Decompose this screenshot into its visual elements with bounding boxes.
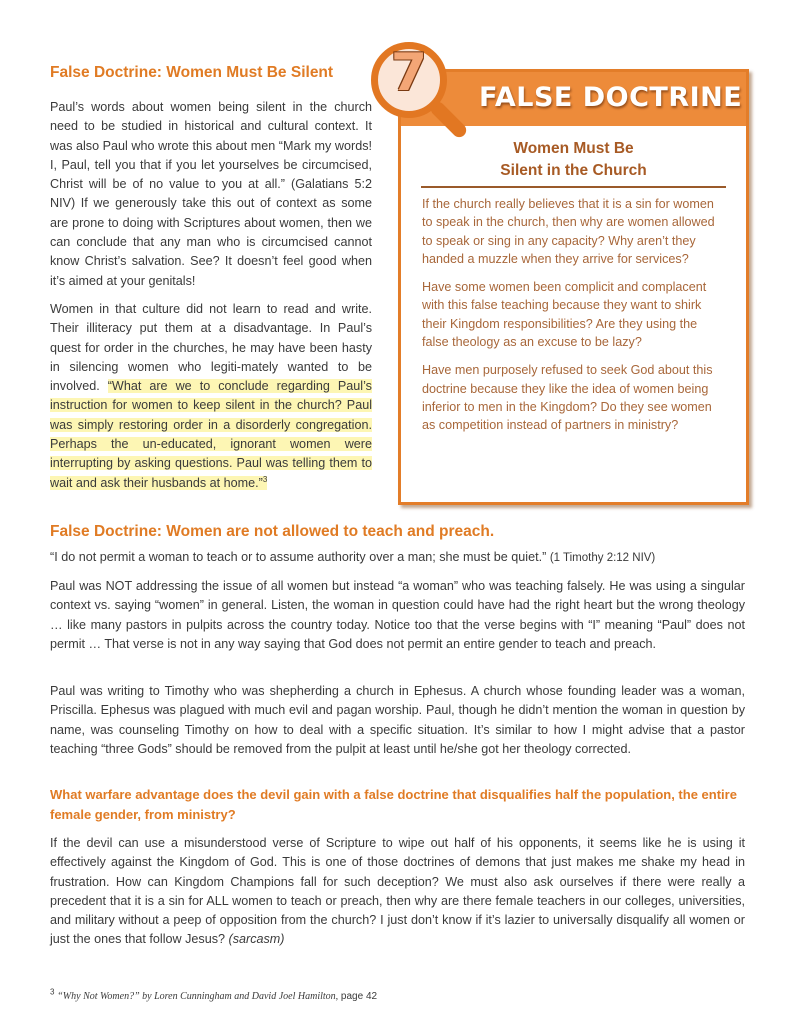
footnote xyxy=(50,987,378,1002)
left-column xyxy=(50,64,372,502)
magnifying-glass-icon xyxy=(371,42,461,142)
footnote-page: page 42 xyxy=(338,991,378,1002)
paragraph-ephesus: Paul was writing to Timothy who was shepherding a church in Ephesus. A church whose founding leader was a woman, Priscilla. Ephesus was plagued with much evil and pagan worship. Paul, though he didn’t mention the woman in question by name, was counseling Timothy on how to deal with a specific situation. It’s similar to how I might advise that a pastor teaching “three Gods” should be removed from the pulpit at least until he/she got her theology corrected. xyxy=(50,684,745,756)
paragraph-text: If the devil can use a misunderstood verse of Scripture to wipe out half of his opponents, it seems like he is using it effectively against the Kingdom of God. This is one of those doctrines of demons that just makes me shake my head in frustration. How can Kingdom Champions fall for such deception? We must also ask ourselves if there were really a precedent that it is a sin for ALL women to teach or preach, then why are there female teachers in our colleges, universities, and military without a peep of opposition from the church? I just don’t know if it’s lazier to universally disqualify all women or just the ones that follow Jesus? xyxy=(50,836,745,947)
paragraph-block xyxy=(50,577,745,654)
scripture-quote xyxy=(50,548,745,568)
sarcasm-note: (sarcasm) xyxy=(228,932,285,947)
paragraph-block xyxy=(50,682,745,759)
callout-divider xyxy=(421,186,726,188)
section-heading-women-silent: False Doctrine: Women Must Be Silent xyxy=(50,64,334,81)
section-heading-teach-preach: False Doctrine: Women are not allowed to teach and preach. xyxy=(50,523,495,540)
section-teach-preach xyxy=(50,523,745,541)
scripture-quote-block xyxy=(50,548,745,568)
paragraph-devil-advantage xyxy=(50,834,745,950)
scripture-quote-text: “I do not permit a woman to teach or to assume authority over a man; she must be quiet.” xyxy=(50,550,547,564)
section-heading-warfare: What warfare advantage does the devil gain with a false doctrine that disqualifies half the population, the entire female gender, from ministry? xyxy=(50,787,737,822)
footnote-number: 3 xyxy=(50,987,55,997)
paragraph-illiteracy xyxy=(50,300,372,493)
callout-question: Have some women been complicit and complacent with this false teaching because they want to shirk their Kingdom responsibilities? Are they using the false theology as an excuse to be lazy? xyxy=(422,280,707,350)
paragraph-text: Women in that culture did not learn to read and write. Their illiteracy put them at a disadvantage. In Paul’s quest for order in the churches, he may have been hasty in silencing women who legiti-mately wanted to be involved. xyxy=(50,301,372,394)
paragraph-singular-woman: Paul was NOT addressing the issue of all women but instead “a woman” who was teaching falsely. He was using a singular context vs. saying “women” in general. Listen, the woman in question could have had the right heart but the wrong theology … like many pastors in pulpits across the country today. Notice too that the verse begins with “I” meaning “Paul” does not permit … That verse is not in any way saying that God does not permit an entire gender to teach and preach. xyxy=(50,579,745,651)
paragraph-circumcision: Paul’s words about women being silent in the church need to be studied in historical and cultural context. It was also Paul who wrote this about men “Mark my words! I, Paul, tell you that if you let yourselves be circumcised, Christ will be of no value to you at all.” (Galatians 5:2 NIV) If we generously take this out of context as some are prone to doing with Scriptures about women, then we can conclude that any man who is circumcised cannot know Christ’s salvation. See? It doesn’t feel good when it’s aimed at your genitals! xyxy=(50,100,372,288)
callout-title: FALSE DOCTRINE xyxy=(479,82,743,113)
callout-question: If the church really believes that it is a sin for women to speak in the church, then why are women allowed to speak or sing in any capacity? Why aren’t they handed a muzzle when they arrive for services? xyxy=(422,197,715,266)
callout-subtitle-line1: Women Must Be xyxy=(513,140,634,157)
callout-subtitle xyxy=(401,138,746,182)
callout-question: Have men purposely refused to seek God about this doctrine because they like the idea of women being inferior to men in the Kingdom? Do they see women as competition instead of partners in ministry? xyxy=(422,363,713,433)
doctrine-number: 7 xyxy=(390,43,428,103)
highlighted-quote xyxy=(50,379,372,489)
section-warfare xyxy=(50,785,745,825)
highlighted-quote-text: “What are we to conclude regarding Paul’s instruction for women to keep silent in the church? Paul was simply restoring order in a disorderly congregation. Perhaps the un-educated, ignorant women were interrupting by asking questions. Paul was telling them to wait and ask their husbands at home.” xyxy=(50,379,372,490)
paragraph-block xyxy=(50,834,745,950)
footnote-ref: 3 xyxy=(262,474,268,484)
footnote-source: “Why Not Women?” by Loren Cunningham and David Joel Hamilton, xyxy=(57,991,339,1002)
scripture-citation: (1 Timothy 2:12 NIV) xyxy=(549,552,656,564)
callout-body xyxy=(422,195,722,445)
callout-subtitle-line2: Silent in the Church xyxy=(500,162,647,179)
